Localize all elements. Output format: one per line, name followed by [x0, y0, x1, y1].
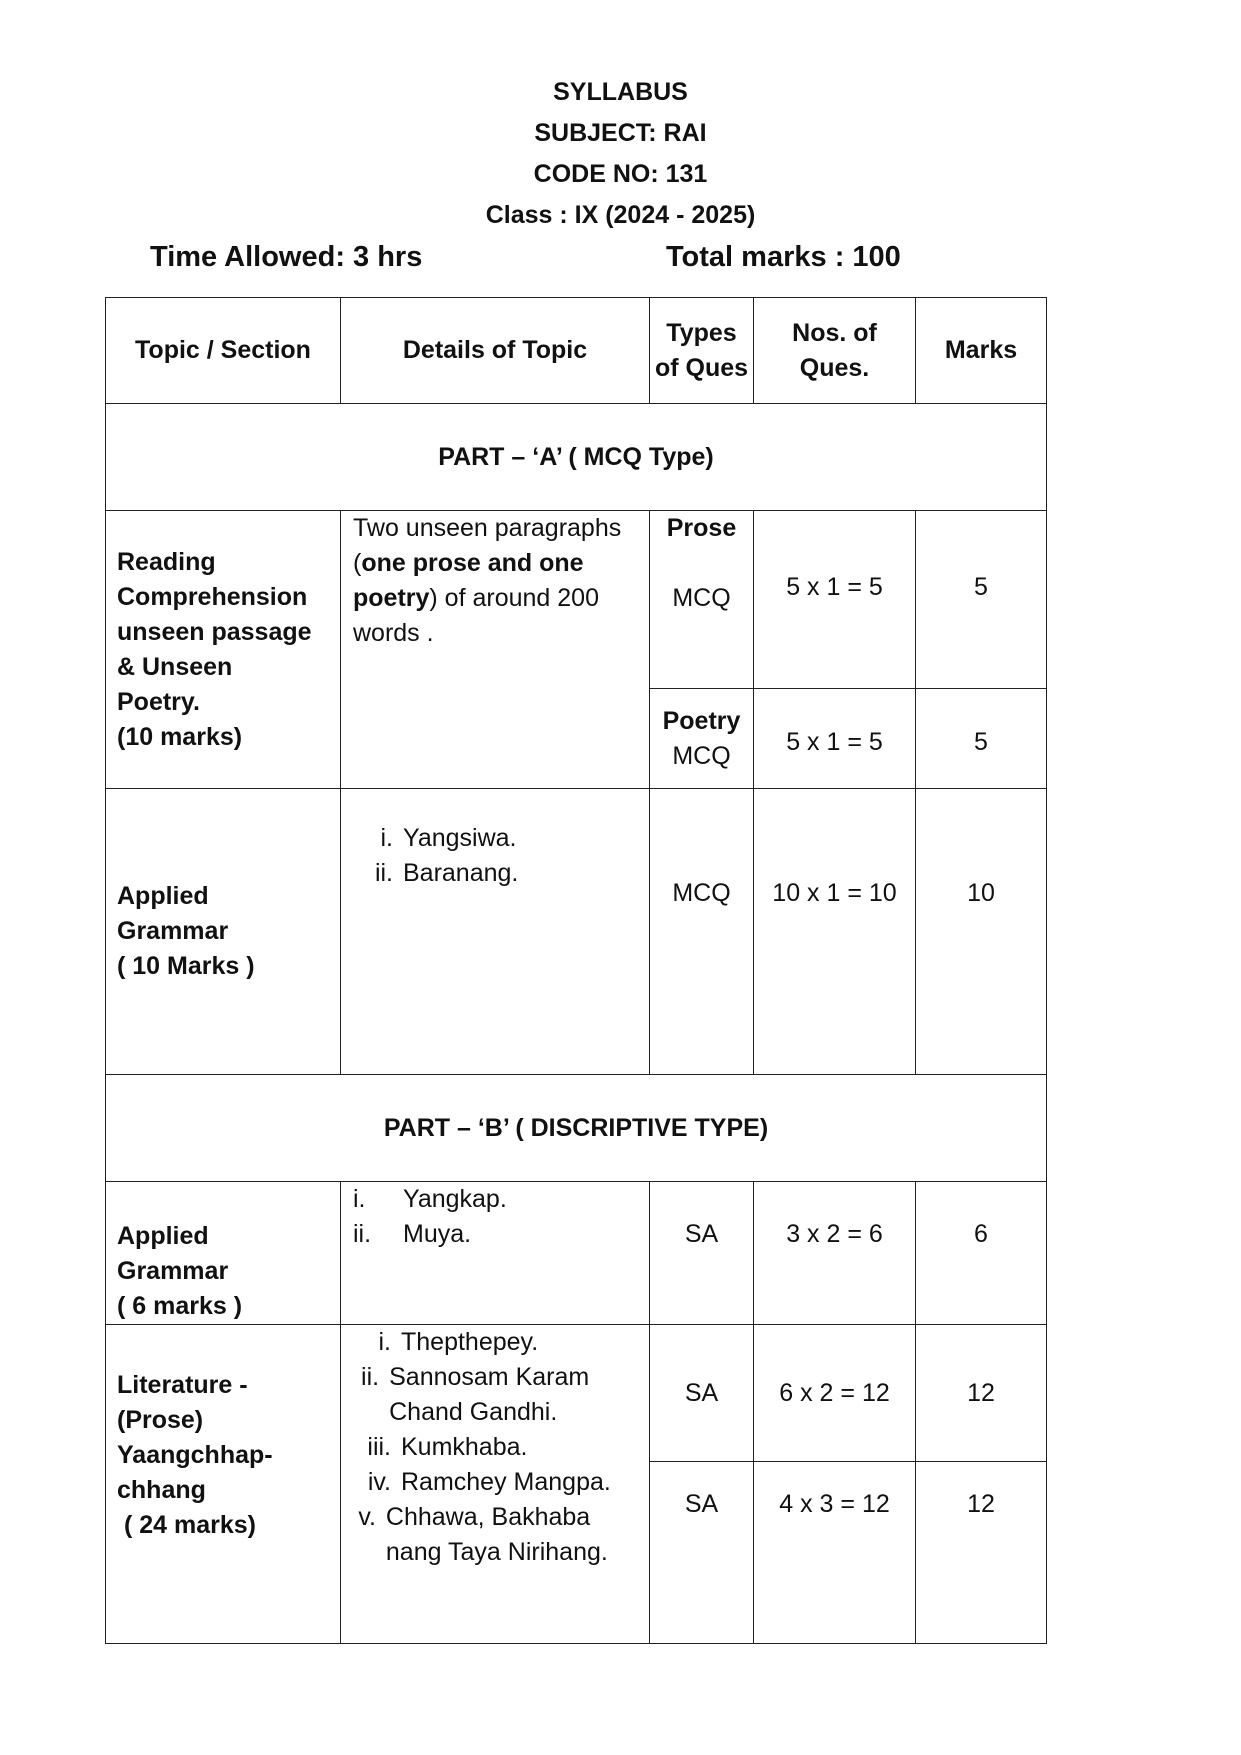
literature-row2-marks: 12 — [916, 1462, 1047, 1644]
table-header-row — [106, 298, 1047, 404]
list-item: i. Thepthepey. — [378, 1328, 539, 1356]
reading-topic: Reading Comprehension unseen passage & Unseen Poetry. (10 marks) — [106, 511, 341, 789]
list-item: v. Chhawa, Bakhaba nang Taya Nirihang. — [358, 1503, 608, 1566]
poetry-type-cell: Poetry MCQ — [650, 689, 754, 789]
literature-row1-marks: 12 — [916, 1325, 1047, 1462]
grammar-b-details — [341, 1182, 650, 1325]
literature-topic: Literature - (Prose) Yaangchhap- chhang ( 24 marks) — [106, 1325, 341, 1644]
part-a-heading: PART – ‘A’ ( MCQ Type) — [106, 404, 1047, 511]
poetry-marks: 5 — [916, 689, 1047, 789]
grammar-b-nos: 3 x 2 = 6 — [754, 1182, 916, 1325]
prose-marks: 5 — [916, 511, 1047, 689]
list-item: ii. Muya. — [353, 1220, 472, 1248]
grammar-a-marks: 10 — [916, 789, 1047, 1075]
code-line: CODE NO: 131 — [533, 160, 708, 188]
header-marks: Marks — [916, 298, 1047, 404]
total-marks: Total marks : 100 — [666, 241, 901, 273]
grammar-b-topic: Applied Grammar ( 6 marks ) — [106, 1182, 341, 1325]
list-item: i. Yangsiwa. — [380, 824, 517, 852]
grammar-b-marks: 6 — [916, 1182, 1047, 1325]
grammar-b-type: SA — [650, 1182, 754, 1325]
reading-details: Two unseen paragraphs (one prose and one poetry) of around 200 words . — [341, 511, 650, 789]
list-item: ii. Baranang. — [374, 859, 519, 887]
literature-row2-nos: 4 x 3 = 12 — [754, 1462, 916, 1644]
table-row — [106, 789, 1047, 1075]
syllabus-title: SYLLABUS — [553, 78, 688, 106]
part-b-heading: PART – ‘B’ ( DISCRIPTIVE TYPE) — [106, 1075, 1047, 1182]
literature-row2-type: SA — [650, 1462, 754, 1644]
header-types: Types of Ques — [650, 298, 754, 404]
syllabus-table — [105, 297, 1047, 1644]
header-topic: Topic / Section — [106, 298, 341, 404]
literature-row1-type: SA — [650, 1325, 754, 1462]
grammar-a-details — [341, 789, 650, 1075]
header-nos: Nos. of Ques. — [754, 298, 916, 404]
grammar-a-topic: Applied Grammar ( 10 Marks ) — [106, 789, 341, 1075]
list-item: i. Yangkap. — [353, 1185, 507, 1213]
time-allowed: Time Allowed: 3 hrs — [150, 241, 423, 273]
list-item: ii. Sannosam Karam Chand Gandhi. — [361, 1363, 590, 1426]
part-a-row — [106, 404, 1047, 511]
subject-line: SUBJECT: RAI — [534, 119, 707, 147]
literature-details — [341, 1325, 650, 1644]
prose-nos: 5 x 1 = 5 — [754, 511, 916, 689]
part-b-row — [106, 1075, 1047, 1182]
header-details: Details of Topic — [341, 298, 650, 404]
grammar-a-type: MCQ — [650, 789, 754, 1075]
table-row — [106, 511, 1047, 689]
literature-row1-nos: 6 x 2 = 12 — [754, 1325, 916, 1462]
poetry-nos: 5 x 1 = 5 — [754, 689, 916, 789]
grammar-a-nos: 10 x 1 = 10 — [754, 789, 916, 1075]
list-item: iv. Ramchey Mangpa. — [367, 1468, 611, 1496]
class-line: Class : IX (2024 - 2025) — [485, 201, 756, 229]
table-row — [106, 1182, 1047, 1325]
prose-type-cell: Prose MCQ — [650, 511, 754, 689]
list-item: iii. Kumkhaba. — [367, 1433, 528, 1461]
table-row — [106, 1325, 1047, 1462]
